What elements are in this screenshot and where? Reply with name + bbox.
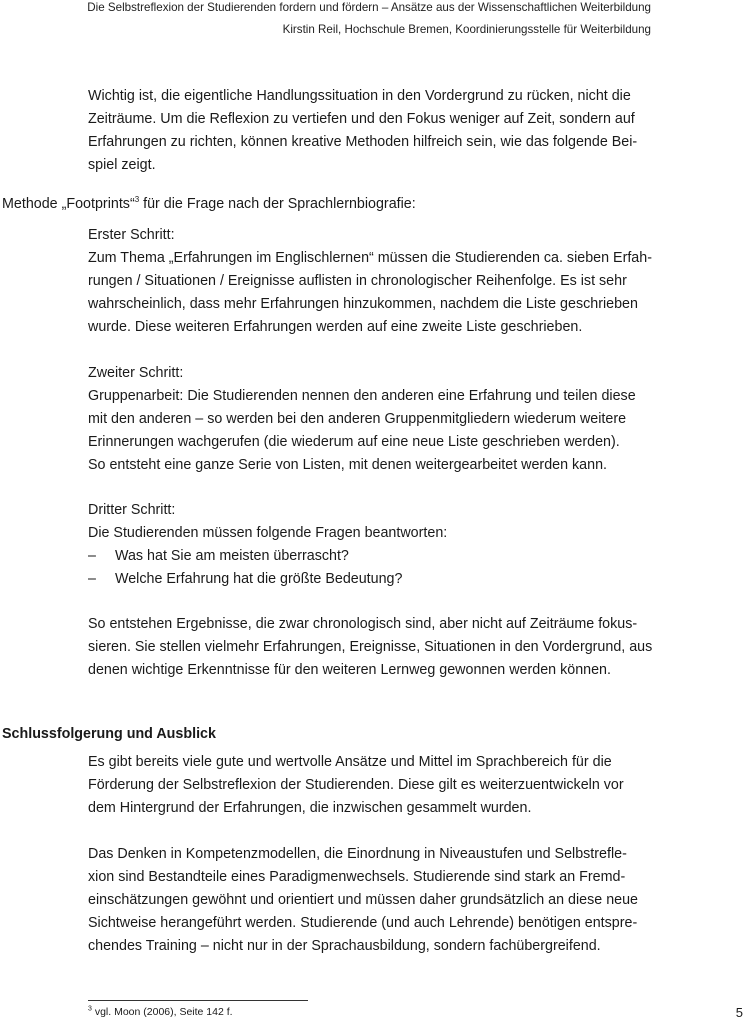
result-paragraph — [88, 613, 658, 682]
text-line: Wichtig ist, die eigentliche Handlungssituation in den Vordergrund zu rücken, nicht die — [88, 88, 631, 104]
text-line: Zeiträume. Um die Reflexion zu vertiefen und den Fokus weniger auf Zeit, sondern auf — [88, 111, 635, 127]
text-line: wurde. Diese weiteren Erfahrungen werden auf eine zweite Liste geschrieben. — [88, 319, 583, 335]
method-heading-text: Methode „Footprints“ — [2, 196, 135, 212]
step-two-title: Zweiter Schritt: — [88, 365, 184, 381]
footnote-divider — [88, 1000, 308, 1001]
list-dash: – — [88, 571, 96, 587]
text-line: rungen / Situationen / Ereignisse auflisten in chronologischer Reihenfolge. Es ist sehr — [88, 273, 627, 289]
running-header-author: Kirstin Reil, Hochschule Bremen, Koordinierungsstelle für Weiterbildung — [282, 23, 651, 36]
footnote-ref: 3 — [134, 195, 140, 205]
text-line: So entsteht eine ganze Serie von Listen, mit denen weitergearbeitet werden kann. — [88, 457, 607, 473]
text-line: chendes Training – nicht nur in der Sprachausbildung, sondern fachübergreifend. — [88, 938, 601, 954]
footnote-text: vgl. Moon (2006), Seite 142 f. — [91, 1006, 233, 1018]
step-one-paragraph — [88, 224, 658, 339]
list-item-text: Welche Erfahrung hat die größte Bedeutung? — [115, 571, 403, 587]
conclusion-paragraph-1 — [88, 751, 658, 820]
text-line: xion sind Bestandteile eines Paradigmenwechsels. Studierende sind stark an Fremd- — [88, 869, 626, 885]
text-line: dem Hintergrund der Erfahrungen, die inzwischen gesammelt wurden. — [88, 800, 532, 816]
text-line: So entstehen Ergebnisse, die zwar chronologisch sind, aber nicht auf Zeiträume fokus- — [88, 616, 638, 632]
text-line: Erinnerungen wachgerufen (die wiederum auf eine neue Liste geschrieben werden). — [88, 434, 620, 450]
text-line: spiel zeigt. — [88, 157, 156, 173]
text-line: Erfahrungen zu richten, können kreative Methoden hilfreich sein, wie das folgende Bei- — [88, 134, 638, 150]
step-three-title: Dritter Schritt: — [88, 502, 176, 518]
text-line: denen wichtige Erkenntnisse für den weiteren Lernweg gewonnen werden können. — [88, 662, 611, 678]
footnote-number: 3 — [88, 1005, 92, 1013]
list-item-text: Was hat Sie am meisten überrascht? — [115, 548, 349, 564]
text-line: Sichtweise herangeführt werden. Studierende (und auch Lehrende) benötigen entspre- — [88, 915, 638, 931]
step-two-paragraph — [88, 362, 658, 477]
text-line: einschätzungen gewöhnt und orientiert und müssen daher grundsätzlich an diese neue — [88, 892, 639, 908]
text-line: Das Denken in Kompetenzmodellen, die Einordnung in Niveaustufen und Selbstrefle- — [88, 846, 627, 862]
list-item — [88, 568, 658, 591]
text-line: Es gibt bereits viele gute und wertvolle Ansätze und Mittel im Sprachbereich für die — [88, 754, 612, 770]
text-line: Gruppenarbeit: Die Studierenden nennen den anderen eine Erfahrung und teilen diese — [88, 388, 636, 404]
intro-paragraph — [88, 85, 658, 177]
step-three-paragraph — [88, 499, 658, 591]
method-heading-rest: für die Frage nach der Sprachlernbiografie: — [139, 196, 416, 212]
list-dash: – — [88, 548, 96, 564]
text-line: Die Studierenden müssen folgende Fragen beantworten: — [88, 525, 448, 541]
text-line: mit den anderen – so werden bei den anderen Gruppenmitgliedern wiederum weitere — [88, 411, 627, 427]
text-line: Förderung der Selbstreflexion der Studierenden. Diese gilt es weiterzuentwickeln vor — [88, 777, 624, 793]
list-item — [88, 545, 658, 568]
text-line: Zum Thema „Erfahrungen im Englischlernen“ müssen die Studierenden ca. sieben Erfah- — [88, 250, 652, 266]
step-one-title: Erster Schritt: — [88, 227, 175, 243]
section-heading: Schlussfolgerung und Ausblick — [2, 726, 216, 742]
page-number: 5 — [735, 1005, 743, 1020]
text-line: wahrscheinlich, dass mehr Erfahrungen hinzukommen, nachdem die Liste geschrieben — [88, 296, 638, 312]
running-header-title: Die Selbstreflexion der Studierenden fordern und fördern – Ansätze aus der Wissenschaftlichen Weiterbildung — [87, 1, 651, 14]
method-heading — [2, 196, 416, 212]
text-line: sieren. Sie stellen vielmehr Erfahrungen, Ereignisse, Situationen in den Vordergrund, aus — [88, 639, 653, 655]
conclusion-paragraph-2 — [88, 843, 658, 958]
footnote — [88, 1006, 233, 1018]
